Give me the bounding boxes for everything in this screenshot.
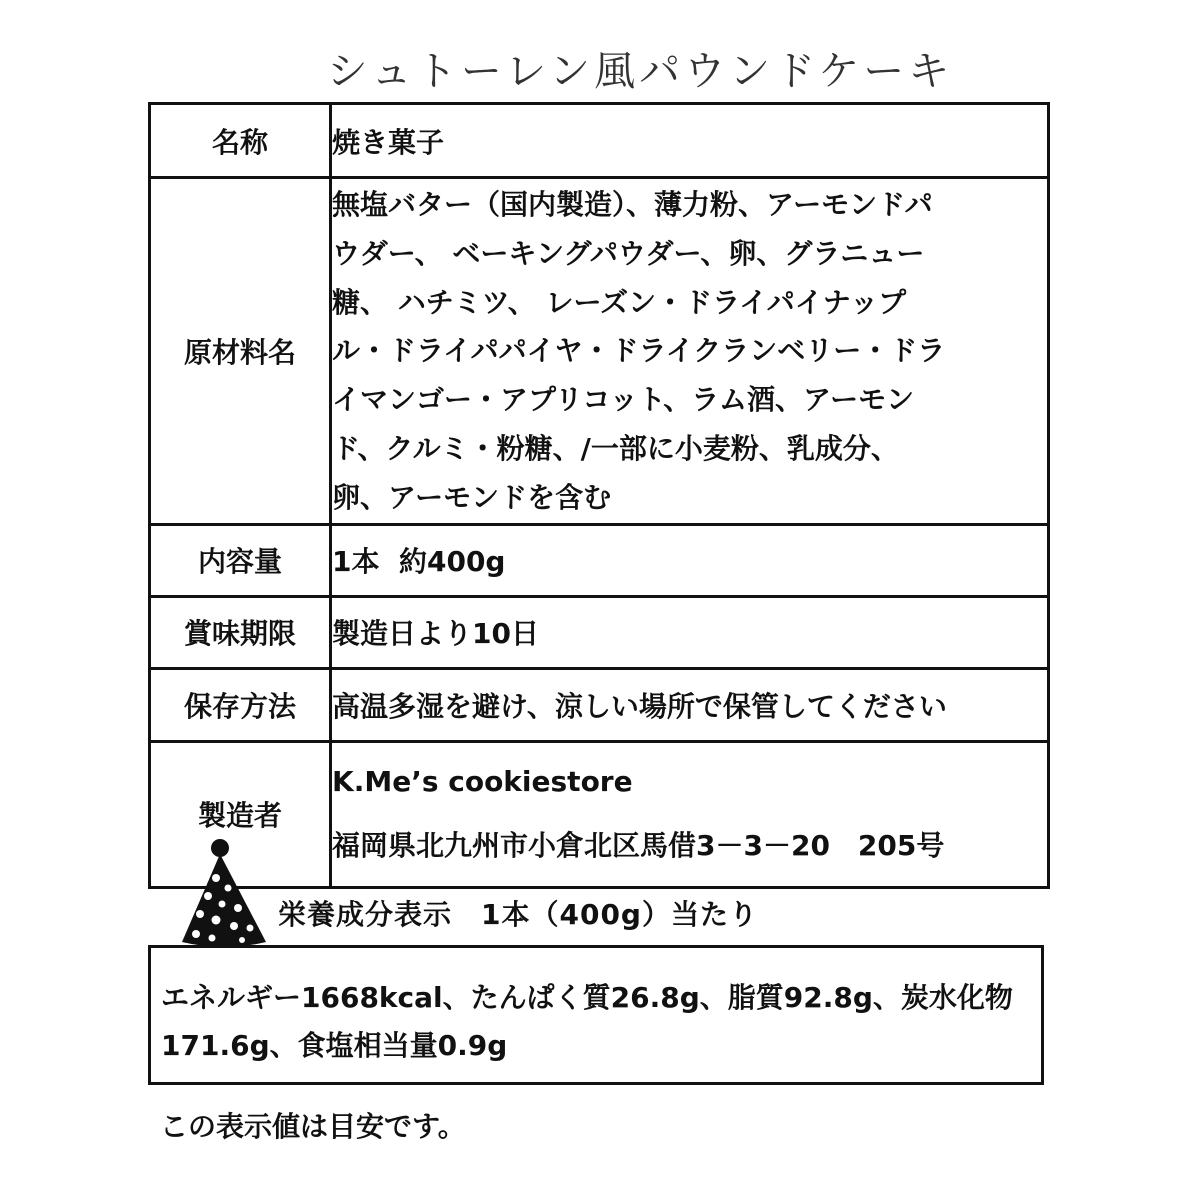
- ingredients-line: ル・ドライパパイヤ・ドライクランベリー・ドラ: [332, 334, 946, 368]
- value-name: 焼き菓子: [331, 104, 1049, 178]
- ingredients-line: 無塩バター（国内製造）、薄力粉、アーモンドパ: [332, 188, 933, 221]
- table-row-quantity: [150, 524, 1049, 596]
- nutrition-box: [148, 945, 1044, 1085]
- table-row-storage: [150, 668, 1049, 741]
- nutrition-heading: 栄養成分表示 1本（400g）当たり: [278, 898, 758, 931]
- label-manufacturer: 製造者: [150, 741, 331, 887]
- nutrition-line: エネルギー1668kcal、たんぱく質26.8g、脂質92.8g、炭水化物: [161, 981, 1013, 1014]
- ingredients-line: 卵、アーモンドを含む: [332, 480, 612, 514]
- value-storage: 高温多湿を避け、涼しい場所で保管してください: [331, 668, 1049, 741]
- disclaimer-text: この表示値は目安です。: [160, 1110, 466, 1143]
- party-hat-icon: [178, 830, 274, 948]
- table-row-manufacturer: [150, 741, 1049, 887]
- value-manufacturer: [331, 741, 1049, 887]
- label-ingredients: 原材料名: [150, 178, 331, 525]
- value-ingredients: [331, 178, 1049, 525]
- product-label-table: [148, 102, 1050, 889]
- ingredients-text: [332, 179, 1047, 523]
- label-storage: 保存方法: [150, 668, 331, 741]
- table-row-expiry: [150, 596, 1049, 668]
- page-title: シュトーレン風パウンドケーキ: [326, 47, 954, 95]
- label-expiry: 賞味期限: [150, 596, 331, 668]
- label-quantity: 内容量: [150, 524, 331, 596]
- nutrition-line: 171.6g、食塩相当量0.9g: [161, 1029, 508, 1062]
- ingredients-line: イマンゴー・アプリコット、ラム酒、アーモン: [332, 383, 915, 417]
- ingredients-line: ド、クルミ・粉糖、/一部に小麦粉、乳成分、: [332, 431, 899, 465]
- ingredients-line: 糖、 ハチミツ、 レーズン・ドライパイナップ: [332, 285, 907, 319]
- value-expiry: 製造日より10日: [331, 596, 1049, 668]
- manufacturer-address: 福岡県北九州市小倉北区馬借3－3－20 205号: [332, 828, 945, 862]
- table-row-name: [150, 104, 1049, 178]
- value-quantity: 1本 約400g: [331, 524, 1049, 596]
- label-name: 名称: [150, 104, 331, 178]
- table-row-ingredients: [150, 178, 1049, 525]
- manufacturer-name: K.Me’s cookiestore: [332, 764, 633, 798]
- ingredients-line: ウダー、 ベーキングパウダー、卵、グラニュー: [332, 236, 925, 270]
